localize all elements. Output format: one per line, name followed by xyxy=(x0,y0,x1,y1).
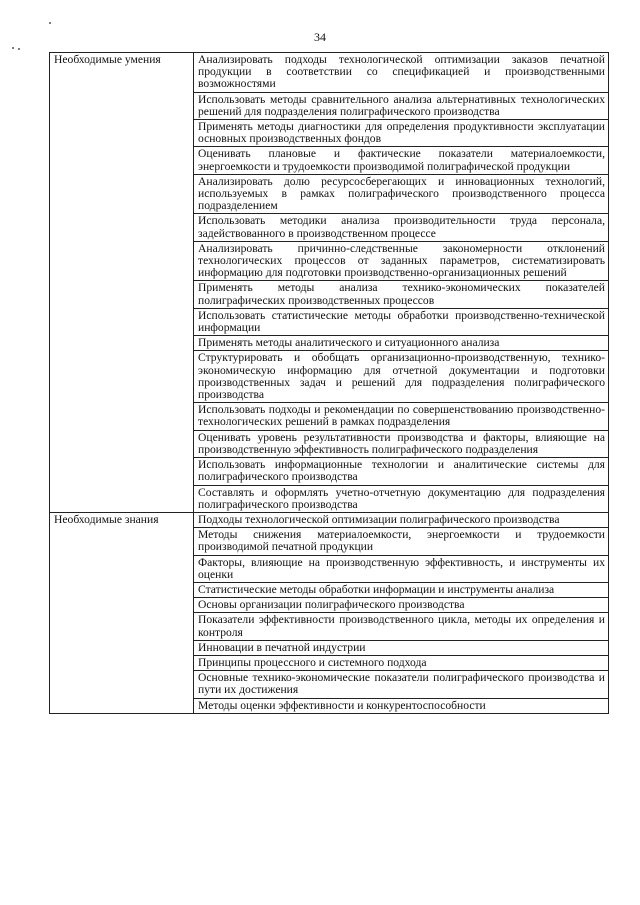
table-cell: Подходы технологической оптимизации полиграфического производства xyxy=(194,512,609,527)
table-cell: Оценивать плановые и фактические показатели материалоемкости, энергоемкости и трудоемкости производимой полиграфической продукции xyxy=(194,147,609,174)
table-cell: Анализировать подходы технологической оптимизации заказов печатной продукции в соответствии со спецификацией и производственными возможностями xyxy=(194,53,609,93)
competency-table xyxy=(49,52,609,714)
table-cell: Анализировать причинно-следственные закономерности отклонений технологических процессов от заданных параметров, систематизировать информацию для подготовки производственно-организационных решений xyxy=(194,241,609,281)
table-cell: Методы снижения материалоемкости, энергоемкости и трудоемкости производимой печатной продукции xyxy=(194,528,609,555)
competency-table-body xyxy=(50,53,609,714)
table-cell: Использовать методики анализа производительности труда персонала, задействованного в производственном процессе xyxy=(194,214,609,241)
table-row xyxy=(50,53,609,93)
scan-speck xyxy=(49,22,51,24)
table-cell: Основные технико-экономические показатели полиграфического производства и пути их достижения xyxy=(194,671,609,698)
scan-speck xyxy=(12,47,14,49)
table-row xyxy=(50,512,609,527)
table-cell: Использовать статистические методы обработки производственно-технической информации xyxy=(194,308,609,335)
table-cell: Статистические методы обработки информации и инструменты анализа xyxy=(194,582,609,597)
table-cell: Структурировать и обобщать организационно-производственную, технико-экономическую информацию для отчетной документации и подготовки производственных задач и решений для подразделения полиграфического производства xyxy=(194,351,609,403)
scan-speck xyxy=(18,48,20,50)
table-cell: Инновации в печатной индустрии xyxy=(194,640,609,655)
table-cell: Основы организации полиграфического производства xyxy=(194,598,609,613)
table-cell: Оценивать уровень результативности производства и факторы, влияющие на производственную эффективность полиграфического подразделения xyxy=(194,430,609,457)
table-cell: Использовать информационные технологии и аналитические системы для полиграфического производства xyxy=(194,458,609,485)
table-cell: Применять методы аналитического и ситуационного анализа xyxy=(194,336,609,351)
table-cell: Принципы процессного и системного подхода xyxy=(194,655,609,670)
table-cell: Показатели эффективности производственного цикла, методы их определения и контроля xyxy=(194,613,609,640)
table-cell: Анализировать долю ресурсосберегающих и инновационных технологий, используемых в рамках полиграфического производственного процесса подразделением xyxy=(194,174,609,214)
section-label: Необходимые знания xyxy=(50,512,194,713)
section-label: Необходимые умения xyxy=(50,53,194,513)
page-number: 34 xyxy=(314,30,326,44)
table-cell: Применять методы диагностики для определения продуктивности эксплуатации основных производственных фондов xyxy=(194,120,609,147)
table-cell: Составлять и оформлять учетно-отчетную документацию для подразделения полиграфического производства xyxy=(194,485,609,512)
table-cell: Применять методы анализа технико-экономических показателей полиграфических производственных процессов xyxy=(194,281,609,308)
table-cell: Использовать подходы и рекомендации по совершенствованию производственно-технологических решений в рамках подразделения xyxy=(194,403,609,430)
table-cell: Методы оценки эффективности и конкурентоспособности xyxy=(194,698,609,713)
table-cell: Факторы, влияющие на производственную эффективность, и инструменты их оценки xyxy=(194,555,609,582)
table-cell: Использовать методы сравнительного анализа альтернативных технологических решений для подразделения полиграфического производства xyxy=(194,92,609,119)
